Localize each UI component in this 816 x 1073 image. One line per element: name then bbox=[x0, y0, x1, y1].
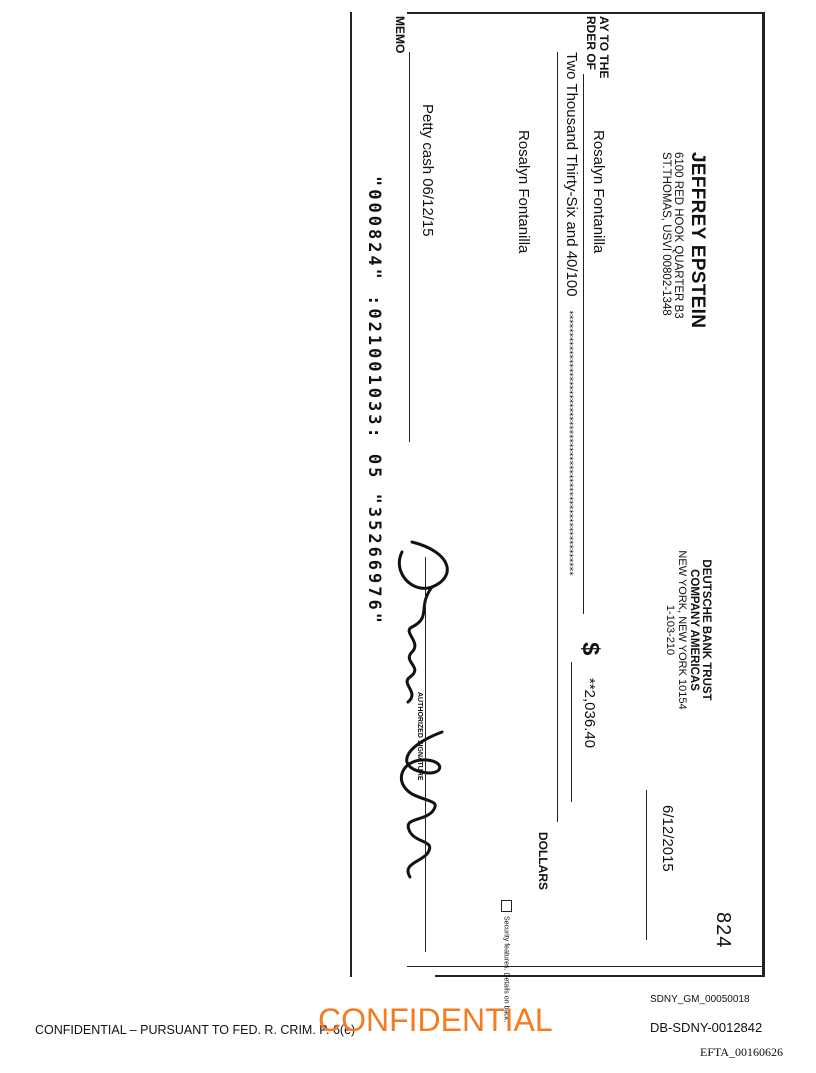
check-number: 824 bbox=[712, 912, 734, 949]
lock-icon bbox=[501, 900, 512, 912]
amount-box-line bbox=[571, 662, 572, 802]
dollar-sign: $ bbox=[577, 642, 604, 656]
memo-text: Petty cash 06/12/15 bbox=[419, 104, 436, 237]
bates-top: SDNY_GM_00050018 bbox=[650, 994, 750, 1005]
bank-name-line2: COMPANY AMERICAS bbox=[688, 569, 700, 691]
memo-label: MEMO bbox=[393, 16, 407, 54]
check-left-border bbox=[407, 12, 762, 14]
check-right-border-inner bbox=[407, 966, 762, 967]
check-top-border bbox=[762, 12, 765, 977]
account-holder-address-1: 6100 RED HOOK QUARTER B3 bbox=[672, 152, 684, 319]
account-holder-name: JEFFREY EPSTEIN bbox=[687, 152, 708, 329]
payee-name: Rosalyn Fontanilla bbox=[590, 130, 607, 254]
amount-words-line bbox=[557, 52, 558, 822]
signature-label: AUTHORIZED SIGNATURE bbox=[416, 692, 423, 781]
amount-figures: **2,036.40 bbox=[581, 678, 598, 749]
signature-image bbox=[382, 532, 472, 892]
micr-line: "000824" :021001033: 05 "35266976" bbox=[364, 176, 384, 626]
efta-number: EFTA_00160626 bbox=[700, 1045, 784, 1059]
amount-words-fill: ************************************************************ bbox=[564, 310, 574, 576]
bank-name-line1: DEUTSCHE BANK TRUST bbox=[700, 559, 712, 701]
check-date: 6/12/2015 bbox=[659, 805, 676, 872]
memo-line bbox=[409, 52, 410, 442]
payee-address-name: Rosalyn Fontanilla bbox=[515, 130, 532, 254]
pay-to-label: AY TO THE RDER OF bbox=[584, 16, 611, 79]
date-line bbox=[646, 790, 647, 940]
bank-block bbox=[664, 540, 712, 720]
bates-right: DB-SDNY-0012842 bbox=[650, 1020, 763, 1035]
payee-line bbox=[583, 74, 584, 614]
check-bottom-edge bbox=[350, 12, 352, 977]
bank-address: NEW YORK, NEW YORK 10154 bbox=[676, 550, 688, 710]
amount-in-words: Two Thousand Thirty-Six and 40/100 bbox=[563, 52, 580, 297]
signature-line bbox=[425, 557, 426, 952]
security-note: Security features. Details on back. bbox=[501, 900, 512, 1022]
account-holder-address-2: ST.THOMAS, USVI 00802-1348 bbox=[660, 152, 672, 316]
dollars-label: DOLLARS bbox=[536, 832, 550, 890]
confidential-stamp: CONFIDENTIAL bbox=[318, 1002, 553, 1038]
bank-routing: 1-103-210 bbox=[664, 604, 676, 656]
confidential-notice: CONFIDENTIAL – PURSUANT TO FED. R. CRIM. P. 6(e) bbox=[35, 1023, 356, 1037]
check-right-border bbox=[435, 975, 765, 977]
